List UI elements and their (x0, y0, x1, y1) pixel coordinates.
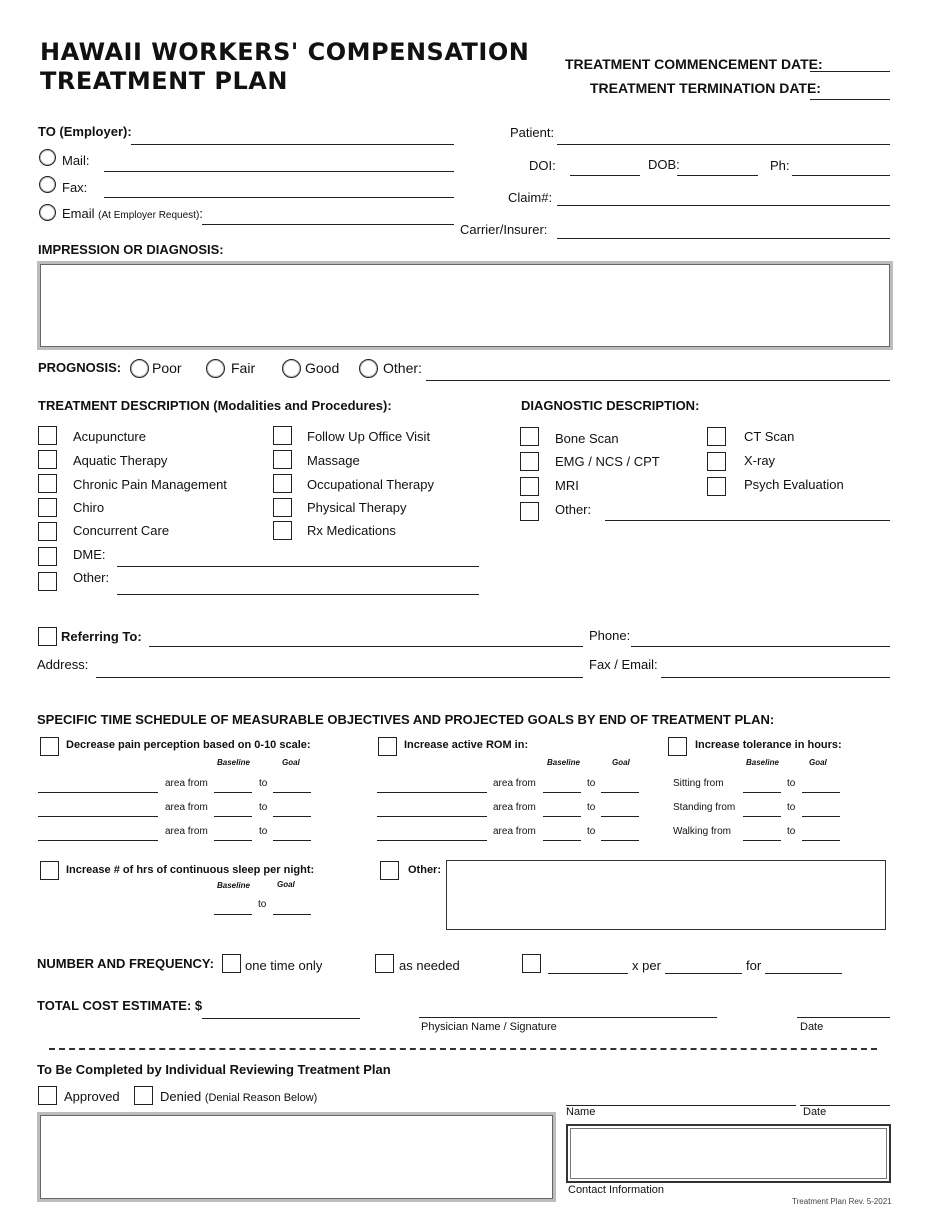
rom-baseline-header: Baseline (547, 758, 580, 767)
diagnostic-other-label: Other: (555, 502, 592, 517)
one-time-only-checkbox[interactable] (222, 954, 241, 973)
sitting-baseline-field[interactable] (743, 792, 781, 793)
follow-up-visit-label: Follow Up Office Visit (307, 429, 431, 444)
commencement-date-field[interactable] (810, 71, 890, 72)
fax-field[interactable] (104, 197, 454, 198)
frequency-label: NUMBER AND FREQUENCY: (37, 956, 214, 971)
ct-scan-checkbox[interactable] (707, 427, 726, 446)
physician-signature-label: Physician Name / Signature (421, 1021, 557, 1033)
tolerance-label: Increase tolerance in hours: (695, 739, 842, 751)
emg-ncs-cpt-label: EMG / NCS / CPT (555, 454, 660, 469)
rom-area-from-label: area from (493, 826, 536, 837)
acupuncture-checkbox[interactable] (38, 426, 57, 445)
mail-label: Mail: (62, 153, 90, 168)
to-employer-field[interactable] (131, 144, 454, 145)
prognosis-good-radio[interactable] (282, 359, 301, 378)
pain-area-from-label: area from (165, 778, 208, 789)
rom-goal-2-field[interactable] (601, 816, 639, 817)
emg-ncs-cpt-checkbox[interactable] (520, 452, 539, 471)
dme-label: DME: (73, 547, 106, 562)
physical-therapy-checkbox[interactable] (273, 498, 292, 517)
dme-checkbox[interactable] (38, 547, 57, 566)
one-time-only-label: one time only (245, 958, 323, 973)
fax-email-field[interactable] (661, 677, 890, 678)
walking-to-label: to (787, 826, 796, 837)
rom-goal-3-field[interactable] (601, 840, 639, 841)
rom-baseline-1-field[interactable] (543, 792, 581, 793)
prognosis-fair-label: Fair (231, 360, 256, 376)
referring-to-field[interactable] (149, 646, 583, 647)
standing-baseline-field[interactable] (743, 816, 781, 817)
denied-label: Denied (Denial Reason Below) (160, 1089, 318, 1104)
tolerance-checkbox[interactable] (668, 737, 687, 756)
x-per-period-field[interactable] (665, 973, 742, 974)
form-title-line-2: TREATMENT PLAN (40, 67, 288, 95)
prognosis-other-field[interactable] (426, 380, 890, 381)
pain-baseline-header: Baseline (217, 758, 250, 767)
chronic-pain-checkbox[interactable] (38, 474, 57, 493)
rx-medications-checkbox[interactable] (273, 521, 292, 540)
chiro-label: Chiro (73, 500, 105, 515)
standing-to-label: to (787, 802, 796, 813)
reviewer-date-label: Date (803, 1106, 827, 1118)
termination-date-label: TREATMENT TERMINATION DATE: (590, 80, 821, 96)
ph-field[interactable] (792, 175, 890, 176)
rom-to-label: to (587, 778, 596, 789)
pain-baseline-2-field[interactable] (214, 816, 252, 817)
pain-goal-header: Goal (282, 758, 300, 767)
pain-goal-1-field[interactable] (273, 792, 311, 793)
tolerance-baseline-header: Baseline (746, 758, 779, 767)
rom-baseline-3-field[interactable] (543, 840, 581, 841)
x-ray-checkbox[interactable] (707, 452, 726, 471)
for-duration-field[interactable] (765, 973, 842, 974)
claim-field[interactable] (557, 205, 890, 206)
sleep-to-label: to (258, 899, 267, 910)
rom-to-label: to (587, 826, 596, 837)
referring-to-checkbox[interactable] (38, 627, 57, 646)
psych-evaluation-label: Psych Evaluation (744, 477, 844, 492)
mail-radio[interactable] (39, 149, 56, 166)
treatment-other-checkbox[interactable] (38, 572, 57, 591)
dob-label: DOB: (648, 157, 680, 172)
form-revision: Treatment Plan Rev. 5-2021 (792, 1197, 892, 1206)
massage-checkbox[interactable] (273, 450, 292, 469)
review-section-label: To Be Completed by Individual Reviewing Treatment Plan (37, 1062, 391, 1077)
prognosis-other-radio[interactable] (359, 359, 378, 378)
pain-area-3-field[interactable] (38, 840, 158, 841)
treatment-other-label: Other: (73, 570, 110, 585)
fax-label: Fax: (62, 180, 88, 195)
fax-radio[interactable] (39, 176, 56, 193)
prognosis-good-label: Good (305, 360, 340, 376)
pain-area-from-label: area from (165, 802, 208, 813)
form-title-line-1: HAWAII WORKERS' COMPENSATION (40, 38, 530, 66)
sleep-baseline-field[interactable] (214, 914, 252, 915)
prognosis-label: PROGNOSIS: (38, 360, 122, 375)
pain-goal-3-field[interactable] (273, 840, 311, 841)
follow-up-visit-checkbox[interactable] (273, 426, 292, 445)
sitting-goal-field[interactable] (802, 792, 840, 793)
as-needed-label: as needed (399, 958, 460, 973)
bone-scan-label: Bone Scan (555, 431, 619, 446)
pain-to-label: to (259, 802, 268, 813)
diagnostic-other-checkbox[interactable] (520, 502, 539, 521)
sitting-to-label: to (787, 778, 796, 789)
phone-field[interactable] (631, 646, 890, 647)
objective-other-label: Other: (408, 864, 441, 876)
rom-area-from-label: area from (493, 778, 536, 789)
x-count-field[interactable] (548, 973, 628, 974)
mri-checkbox[interactable] (520, 477, 539, 496)
rom-area-1-field[interactable] (377, 792, 487, 793)
carrier-field[interactable] (557, 238, 890, 239)
contact-information-label: Contact Information (568, 1184, 664, 1196)
as-needed-checkbox[interactable] (375, 954, 394, 973)
objectives-label: SPECIFIC TIME SCHEDULE OF MEASURABLE OBJECTIVES AND PROJECTED GOALS BY END OF TREATMENT PLAN: (37, 712, 775, 727)
pain-goal-2-field[interactable] (273, 816, 311, 817)
patient-field[interactable] (557, 144, 890, 145)
mri-label: MRI (555, 478, 579, 493)
rom-to-label: to (587, 802, 596, 813)
standing-goal-field[interactable] (802, 816, 840, 817)
fax-email-label: Fax / Email: (589, 657, 658, 672)
concurrent-care-label: Concurrent Care (73, 523, 170, 538)
doi-field[interactable] (570, 175, 640, 176)
pain-to-label: to (259, 826, 268, 837)
pain-baseline-1-field[interactable] (214, 792, 252, 793)
ct-scan-label: CT Scan (744, 429, 795, 444)
x-per-label: x per (632, 958, 661, 973)
ph-label: Ph: (770, 158, 790, 173)
rom-baseline-2-field[interactable] (543, 816, 581, 817)
sleep-goal-header: Goal (277, 880, 295, 889)
walking-from-label: Walking from (673, 826, 731, 837)
pain-scale-label: Decrease pain perception based on 0-10 scale: (66, 739, 311, 751)
email-field[interactable] (202, 224, 454, 225)
to-employer-label: TO (Employer): (38, 124, 132, 139)
total-cost-label: TOTAL COST ESTIMATE: $ (37, 998, 203, 1013)
rom-area-from-label: area from (493, 802, 536, 813)
pain-area-2-field[interactable] (38, 816, 158, 817)
x-per-checkbox[interactable] (522, 954, 541, 973)
prognosis-poor-radio[interactable] (130, 359, 149, 378)
treatment-description-label: TREATMENT DESCRIPTION (Modalities and Procedures): (38, 398, 392, 413)
email-radio[interactable] (39, 204, 56, 221)
address-label: Address: (37, 657, 89, 672)
prognosis-other-label: Other: (383, 360, 422, 376)
physician-signature-field[interactable] (419, 1017, 717, 1018)
physician-date-label: Date (800, 1021, 824, 1033)
claim-label: Claim#: (508, 190, 553, 205)
bone-scan-checkbox[interactable] (520, 427, 539, 446)
chiro-checkbox[interactable] (38, 498, 57, 517)
diagnostic-description-label: DIAGNOSTIC DESCRIPTION: (521, 398, 700, 413)
commencement-date-label: TREATMENT COMMENCEMENT DATE: (565, 56, 823, 72)
mail-field[interactable] (104, 171, 454, 172)
approved-label: Approved (64, 1089, 120, 1104)
aquatic-therapy-checkbox[interactable] (38, 450, 57, 469)
patient-label: Patient: (510, 125, 555, 140)
for-label: for (746, 958, 762, 973)
occupational-therapy-label: Occupational Therapy (307, 477, 434, 492)
impression-label: IMPRESSION OR DIAGNOSIS: (38, 242, 224, 257)
doi-label: DOI: (529, 158, 556, 173)
dme-field[interactable] (117, 566, 479, 567)
sitting-from-label: Sitting from (673, 778, 724, 789)
treatment-other-field[interactable] (117, 594, 479, 595)
chronic-pain-label: Chronic Pain Management (73, 477, 227, 492)
impression-textarea[interactable] (37, 261, 893, 350)
physician-date-field[interactable] (797, 1017, 890, 1018)
aquatic-therapy-label: Aquatic Therapy (73, 453, 168, 468)
termination-date-field[interactable] (810, 99, 890, 100)
rom-checkbox[interactable] (378, 737, 397, 756)
objective-other-textarea[interactable] (446, 860, 886, 930)
sleep-checkbox[interactable] (40, 861, 59, 880)
objective-other-checkbox[interactable] (380, 861, 399, 880)
address-field[interactable] (96, 677, 583, 678)
x-ray-label: X-ray (744, 453, 776, 468)
total-cost-field[interactable] (202, 1018, 360, 1019)
rom-goal-1-field[interactable] (601, 792, 639, 793)
pain-area-from-label: area from (165, 826, 208, 837)
pain-area-1-field[interactable] (38, 792, 158, 793)
pain-scale-checkbox[interactable] (40, 737, 59, 756)
pain-to-label: to (259, 778, 268, 789)
diagnostic-other-field[interactable] (605, 520, 890, 521)
sleep-goal-field[interactable] (273, 914, 311, 915)
prognosis-poor-label: Poor (152, 360, 182, 376)
rom-label: Increase active ROM in: (404, 739, 529, 751)
psych-evaluation-checkbox[interactable] (707, 477, 726, 496)
walking-baseline-field[interactable] (743, 840, 781, 841)
sleep-label: Increase # of hrs of continuous sleep per night: (66, 864, 315, 876)
rom-goal-header: Goal (612, 758, 630, 767)
approved-checkbox[interactable] (38, 1086, 57, 1105)
referring-to-label: Referring To: (61, 629, 142, 644)
cut-line-divider (49, 1048, 877, 1050)
concurrent-care-checkbox[interactable] (38, 522, 57, 541)
denied-checkbox[interactable] (134, 1086, 153, 1105)
reviewer-name-field[interactable] (566, 1105, 796, 1106)
carrier-label: Carrier/Insurer: (460, 222, 548, 237)
sleep-baseline-header: Baseline (217, 881, 250, 890)
rx-medications-label: Rx Medications (307, 523, 396, 538)
massage-label: Massage (307, 453, 360, 468)
denial-reason-textarea[interactable] (37, 1112, 556, 1202)
rom-area-2-field[interactable] (377, 816, 487, 817)
occupational-therapy-checkbox[interactable] (273, 474, 292, 493)
prognosis-fair-radio[interactable] (206, 359, 225, 378)
reviewer-name-label: Name (566, 1106, 596, 1118)
physical-therapy-label: Physical Therapy (307, 500, 407, 515)
tolerance-goal-header: Goal (809, 758, 827, 767)
contact-information-box[interactable] (566, 1124, 891, 1183)
acupuncture-label: Acupuncture (73, 429, 146, 444)
rom-area-3-field[interactable] (377, 840, 487, 841)
walking-goal-field[interactable] (802, 840, 840, 841)
phone-label: Phone: (589, 628, 631, 643)
standing-from-label: Standing from (673, 802, 736, 813)
pain-baseline-3-field[interactable] (214, 840, 252, 841)
email-label: Email (At Employer Request): (62, 206, 203, 221)
dob-field[interactable] (677, 175, 758, 176)
